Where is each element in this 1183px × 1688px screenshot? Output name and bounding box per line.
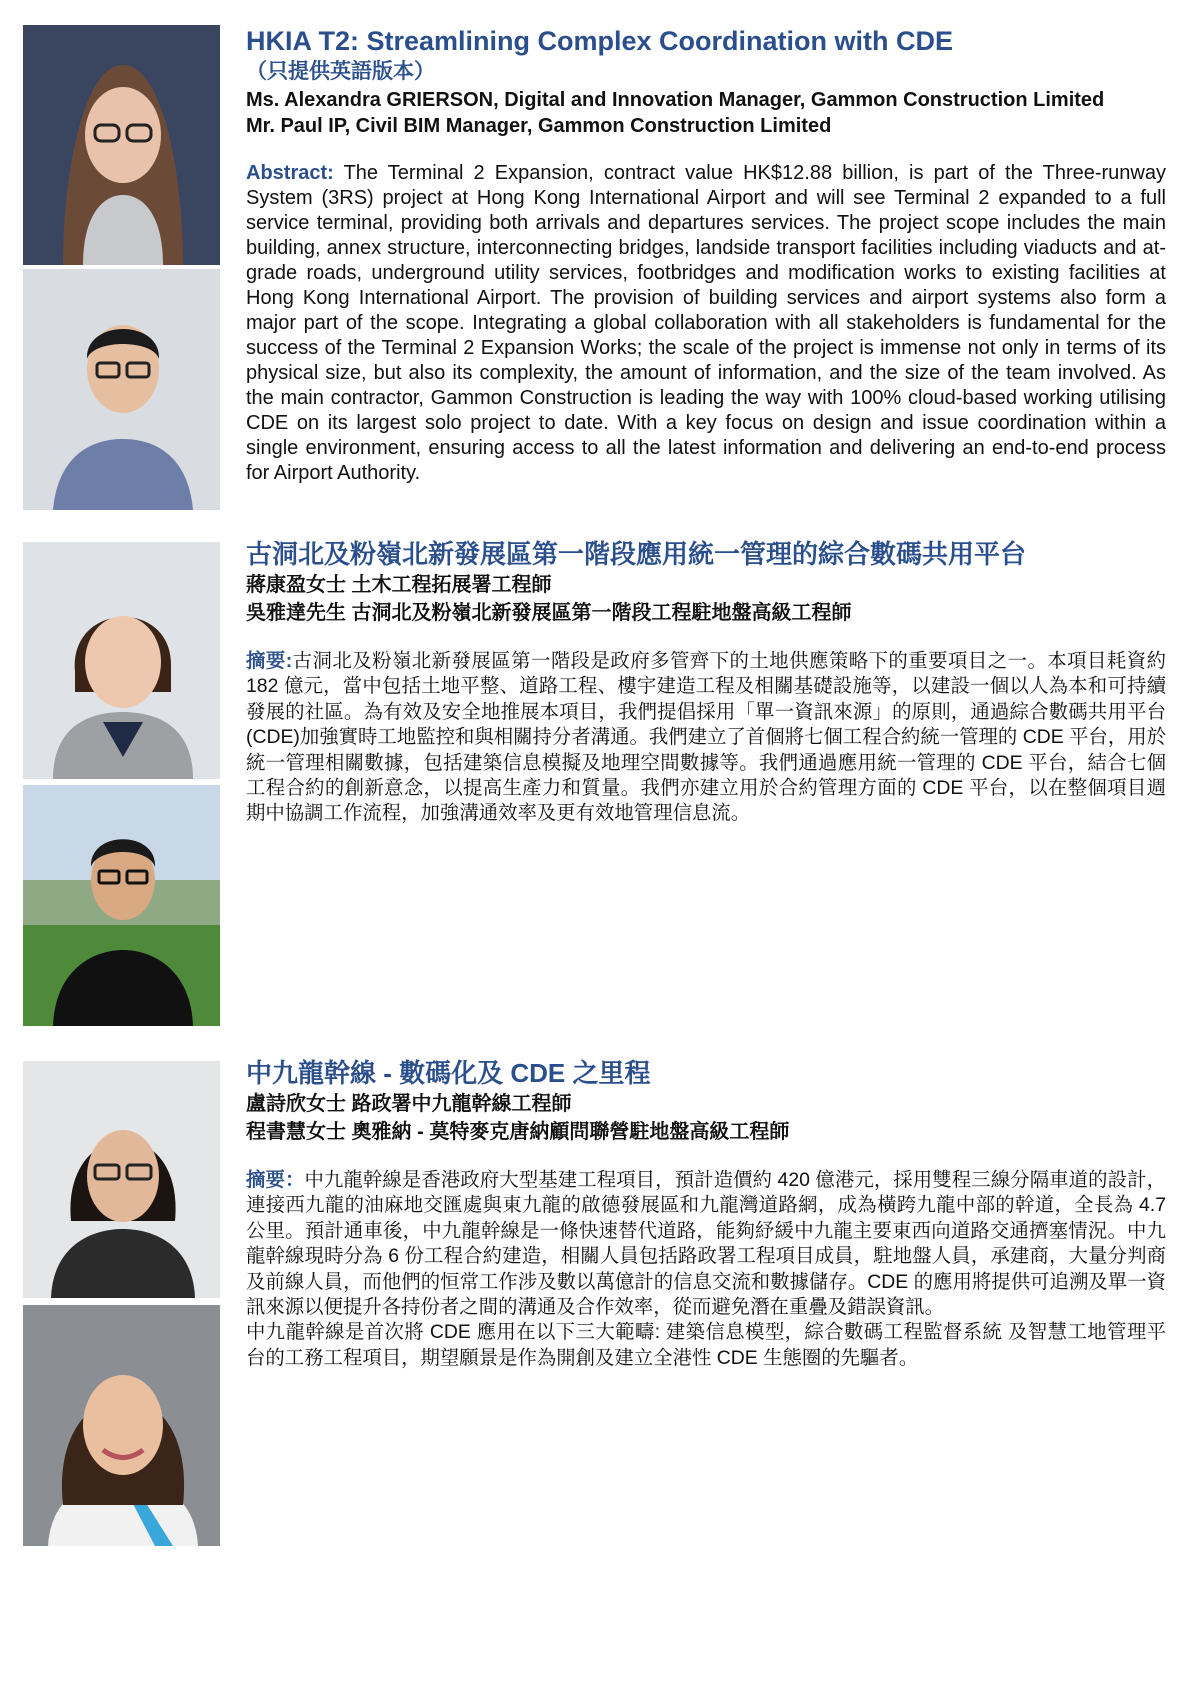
speaker-line: Mr. Paul IP, Civil BIM Manager, Gammon Construction Limited	[246, 115, 832, 137]
speaker-line: Ms. Alexandra GRIERSON, Digital and Innovation Manager, Gammon Construction Limited	[246, 89, 1105, 111]
speaker-line: 盧詩欣女士 路政署中九龍幹線工程師	[246, 1093, 572, 1115]
abstract-paragraph	[246, 1168, 1166, 1320]
session-title: 古洞北及粉嶺北新發展區第一階段應用統一管理的綜合數碼共用平台	[246, 539, 1027, 569]
abstract-paragraph-2: 中九龍幹線是首次將 CDE 應用在以下三大範疇: 建築信息模型，綜合數碼工程監督系統 及智慧工地管理平台的工務工程項目，期望願景是作為開創及建立全港性 CDE 生態圈的先驅者。	[246, 1321, 1166, 1369]
speaker-line: 吳雅達先生 古洞北及粉嶺北新發展區第一階段工程駐地盤高級工程師	[246, 602, 852, 624]
speaker-photo-ching-shu-wai	[23, 1305, 220, 1546]
abstract-text: The Terminal 2 Expansion, contract value HK$12.88 billion, is part of the Three-runway System (3RS) project at Hong Kong International Airport and will see Terminal 2 expanded to a full service terminal, providing both arrivals and departures services. The project scope includes the main building, annex structure, interconnecting bridges, landside transport facilities including viaducts and at-grade roads, underground utility services, footbridges and modification works to existing facilities at Hong Kong International Airport. The provision of building services and airport systems also form a major part of the scope. Integrating a global collaboration with all stakeholders is fundamental for the success of the Terminal 2 Expansion Works; the scale of the project is immense not only in terms of its physical size, but also its complexity, the amount of information, and the size of the team involved. As the main contractor, Gammon Construction is leading the way with 100% cloud-based working utilising CDE on its largest solo project to date. With a key focus on design and issue coordination within a single environment, ensuring access to all the latest information and delivering an end-to-end process for Airport Authority.	[246, 162, 1166, 484]
abstract-text: 中九龍幹線是香港政府大型基建工程項目，預計造價約 420 億港元，採用雙程三線分隔車道的設計，連接西九龍的油麻地交匯處與東九龍的啟德發展區和九龍灣道路網，成為橫跨九龍中部的幹道，全長為 4.7 公里。預計通車後，中九龍幹線是一條快速替代道路，能夠紓緩中九龍主要東西向道路交通擠塞情況。中九龍幹線現時分為 6 份工程合約建造，相關人員包括路政署工程項目成員，駐地盤人員，承建商，大量分判商及前線人員，而他們的恒常工作涉及數以萬億計的信息交流和數據儲存。CDE 的應用將提供可追溯及單一資訊來源以便提升各持份者之間的溝通及合作效率，從而避免潛在重疊及錯誤資訊。	[246, 1169, 1166, 1319]
speaker-photo-female-engineer	[23, 542, 220, 779]
abstract-text: 古洞北及粉嶺北新發展區第一階段是政府多管齊下的土地供應策略下的重要項目之一。本項目耗資約 182 億元，當中包括土地平整、道路工程、樓宇建造工程及相關基礎設施等，以建設一個以人為本和可持續發展的社區。為有效及安全地推展本項目，我們提倡採用「單一資訊來源」的原則，通過綜合數碼共用平台(CDE)加強實時工地監控和與相關持分者溝通。我們建立了首個將七個工程合約統一管理的 CDE 平台，用於統一管理相關數據，包括建築信息模擬及地理空間數據等。我們通過應用統一管理的 CDE 平台，結合七個工程合約的創新意念，以提高生產力和質量。我們亦建立用於合約管理方面的 CDE 平台，以在整個項目週期中協調工作流程，加強溝通效率及更有效地管理信息流。	[246, 650, 1166, 825]
speaker-photo-alexandra-grierson	[23, 25, 220, 265]
abstract-paragraph	[246, 161, 1166, 486]
abstract-paragraph	[246, 649, 1166, 827]
speaker-line: 程書慧女士 奧雅納 - 莫特麥克唐納顧問聯營駐地盤高級工程師	[246, 1121, 790, 1143]
abstract-label: 摘要:	[246, 650, 293, 672]
session-title: 中九龍幹線 - 數碼化及 CDE 之里程	[246, 1058, 651, 1088]
session-subtitle: （只提供英語版本）	[246, 60, 435, 83]
abstract-label: Abstract:	[246, 162, 334, 184]
speaker-line: 蔣康盈女士 土木工程拓展署工程師	[246, 574, 552, 596]
abstract-label: 摘要：	[246, 1169, 305, 1191]
speaker-photo-lo-sze-yan	[23, 1061, 220, 1298]
speaker-photo-paul-ip	[23, 269, 220, 510]
speaker-photo-male-engineer	[23, 785, 220, 1026]
session-title: HKIA T2: Streamlining Complex Coordination with CDE	[246, 26, 954, 56]
